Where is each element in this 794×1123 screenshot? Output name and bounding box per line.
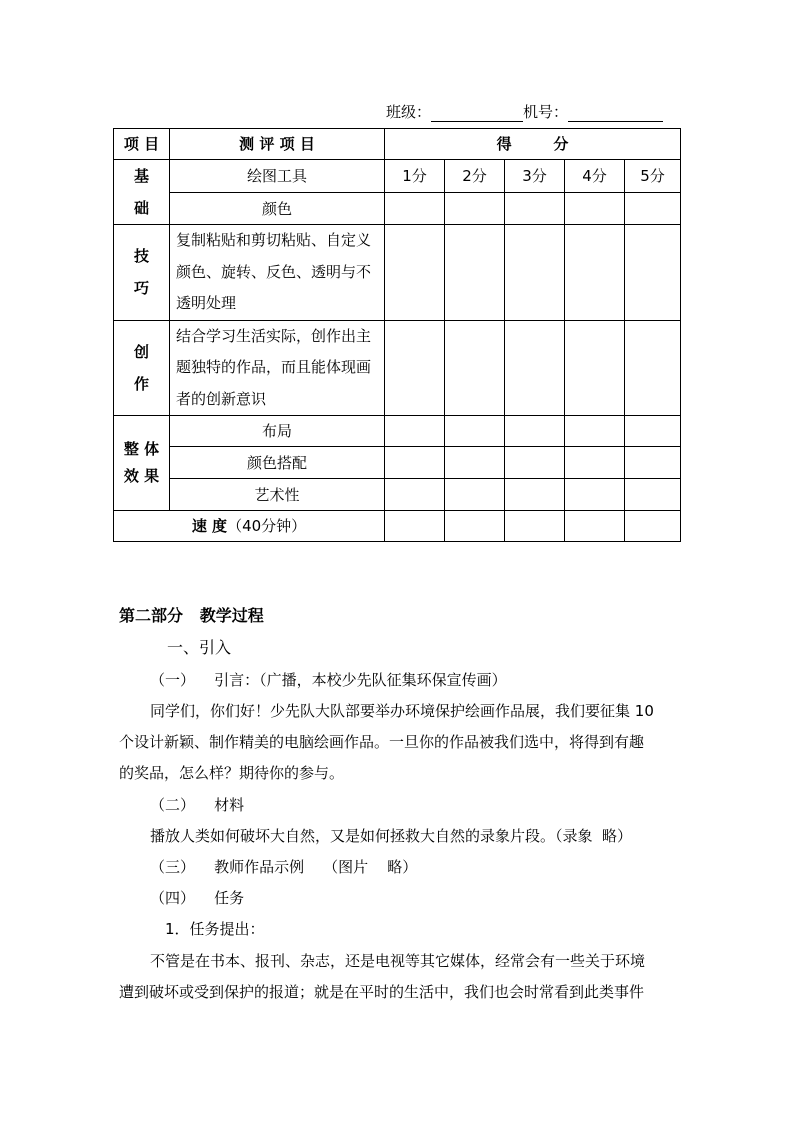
score-4: 4分	[565, 160, 625, 193]
score-cell	[445, 225, 505, 321]
score-cell	[445, 447, 505, 479]
header-line	[386, 102, 676, 122]
paragraph-line: 同学们，你们好！少先队大队部要举办环境保护绘画作品展，我们要征集 10	[150, 702, 654, 720]
overall-label-2: 效 果	[123, 467, 160, 485]
speed-label: 速 度	[191, 517, 228, 535]
machine-label: 机号：	[523, 103, 569, 121]
score-cell	[625, 416, 681, 447]
overall-item-2: 颜色搭配	[170, 447, 385, 479]
score-cell	[385, 511, 445, 542]
score-cell	[385, 479, 445, 511]
subsection-3: （三） 教师作品示例 （图片 略）	[150, 858, 418, 876]
header-score: 得 分	[385, 129, 681, 160]
score-cell	[505, 511, 565, 542]
score-cell	[445, 479, 505, 511]
create-criteria	[170, 320, 385, 416]
table-row	[114, 447, 681, 479]
score-cell	[565, 320, 625, 416]
paragraph-line: 的奖品，怎么样？期待你的参与。	[119, 764, 345, 782]
score-3: 3分	[505, 160, 565, 193]
score-cell	[505, 225, 565, 321]
paragraph-line: 个设计新颖、制作精美的电脑绘画作品。一旦你的作品被我们选中，将得到有趣	[119, 733, 645, 751]
header-item: 项 目	[114, 129, 170, 160]
score-cell	[445, 511, 505, 542]
basic-label	[114, 160, 170, 225]
score-cell	[445, 416, 505, 447]
table-row	[114, 225, 681, 321]
table-row	[114, 416, 681, 447]
table-row	[114, 160, 681, 193]
evaluation-table	[113, 128, 681, 542]
section-title: 一、引入	[167, 638, 232, 657]
skill-label-1: 技	[133, 247, 149, 266]
skill-criteria	[170, 225, 385, 321]
score-cell	[565, 225, 625, 321]
score-cell	[625, 193, 681, 225]
score-cell	[565, 193, 625, 225]
class-blank	[431, 105, 523, 122]
score-cell	[565, 416, 625, 447]
skill-text-1: 复制粘贴和剪切粘贴、自定义	[176, 231, 372, 249]
skill-text-3: 透明处理	[176, 294, 237, 312]
part-title: 第二部分 教学过程	[119, 606, 264, 625]
score-cell	[505, 193, 565, 225]
score-cell	[625, 479, 681, 511]
basic-label-1: 基	[133, 167, 149, 185]
skill-text-2: 颜色、旋转、反色、透明与不	[176, 262, 372, 281]
create-label-2: 作	[133, 374, 149, 393]
score-cell	[505, 479, 565, 511]
speed-cell	[114, 511, 385, 542]
score-cell	[625, 225, 681, 321]
score-cell	[565, 447, 625, 479]
table-row	[114, 511, 681, 542]
subsection-2: （二） 材料	[150, 796, 245, 814]
speed-note: （40分钟）	[227, 517, 307, 535]
table-header-row	[114, 129, 681, 160]
table-row	[114, 320, 681, 416]
basic-item-2: 颜色	[170, 193, 385, 225]
score-cell	[625, 320, 681, 416]
subsection-1: （一） 引言：（广播，本校少先队征集环保宣传画）	[150, 671, 507, 689]
list-item: 1．任务提出：	[165, 920, 265, 938]
skill-label	[114, 225, 170, 321]
create-label	[114, 320, 170, 416]
overall-label-1: 整 体	[123, 440, 160, 458]
machine-blank	[568, 105, 663, 122]
header-criteria: 测 评 项 目	[170, 129, 385, 160]
score-2: 2分	[445, 160, 505, 193]
overall-item-3: 艺术性	[170, 479, 385, 511]
score-cell	[625, 511, 681, 542]
paragraph-line: 播放人类如何破坏大自然，又是如何拯救大自然的录象片段。（录象 略）	[150, 827, 633, 845]
score-cell	[385, 320, 445, 416]
subsection-4: （四） 任务	[150, 889, 245, 907]
class-label: 班级：	[386, 103, 432, 121]
create-text-2: 题独特的作品，而且能体现画	[176, 358, 372, 376]
score-cell	[565, 479, 625, 511]
score-cell	[445, 320, 505, 416]
basic-label-2: 础	[133, 199, 149, 217]
create-text-3: 者的创新意识	[176, 389, 267, 408]
score-cell	[505, 320, 565, 416]
create-text-1: 结合学习生活实际，创作出主	[176, 326, 372, 345]
score-cell	[385, 416, 445, 447]
score-cell	[505, 447, 565, 479]
table-row	[114, 479, 681, 511]
paragraph-line: 遭到破坏或受到保护的报道；就是在平时的生活中，我们也会时常看到此类事件	[119, 983, 645, 1001]
table-row	[114, 193, 681, 225]
score-cell	[385, 225, 445, 321]
basic-item-1: 绘图工具	[170, 160, 385, 193]
score-5: 5分	[625, 160, 681, 193]
score-cell	[385, 193, 445, 225]
score-cell	[385, 447, 445, 479]
paragraph-line: 不管是在书本、报刊、杂志，还是电视等其它媒体，经常会有一些关于环境	[150, 952, 646, 970]
skill-label-2: 巧	[133, 279, 149, 298]
score-1: 1分	[385, 160, 445, 193]
score-cell	[565, 511, 625, 542]
overall-item-1: 布局	[170, 416, 385, 447]
score-cell	[445, 193, 505, 225]
create-label-1: 创	[133, 342, 149, 361]
score-cell	[625, 447, 681, 479]
overall-label	[114, 416, 170, 511]
score-cell	[505, 416, 565, 447]
